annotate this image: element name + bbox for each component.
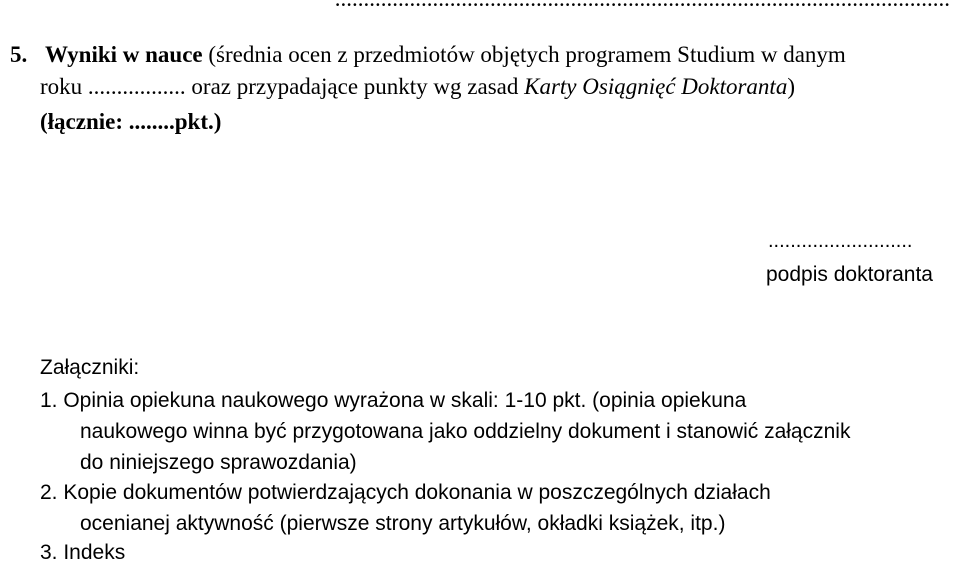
attachment-item-2-line-1: 2. Kopie dokumentów potwierdzających dokonania w poszczególnych działach: [40, 481, 771, 504]
section-5-line-1-text: (średnia ocen z przedmiotów objętych programem Studium w danym: [202, 42, 846, 67]
attachment-item-1-line-3: do niniejszego sprawozdania): [80, 451, 357, 474]
signature-dotted-line: ..........................: [768, 230, 913, 252]
section-5-line-1: [10, 40, 846, 70]
section-5-karty-title: Karty Osiągnięć Doktoranta: [524, 74, 788, 99]
top-dotted-line: [335, 0, 950, 14]
attachment-item-1-line-2: naukowego winna być przygotowana jako oddzielny dokument i stanowić załącznik: [80, 420, 851, 443]
attachment-item-2-line-2: ocenianej aktywność (pierwsze strony artykułów, okładki książek, itp.): [80, 512, 726, 535]
signature-label: podpis doktoranta: [766, 263, 933, 286]
section-5-number: 5.: [10, 42, 28, 67]
section-5-line-2: [40, 72, 795, 102]
section-5-line-2-text: roku ................. oraz przypadające punkty wg zasad: [40, 74, 525, 99]
section-5-total-points: (łącznie: ........pkt.): [40, 109, 222, 134]
attachments-heading: Załączniki:: [40, 356, 140, 379]
attachment-item-3: 3. Indeks: [40, 541, 126, 564]
attachment-item-1-line-1: 1. Opinia opiekuna naukowego wyrażona w skali: 1-10 pkt. (opinia opiekuna: [40, 389, 747, 412]
section-5-heading: Wyniki w nauce: [45, 42, 203, 67]
section-5-line-2-end: ): [787, 74, 795, 99]
